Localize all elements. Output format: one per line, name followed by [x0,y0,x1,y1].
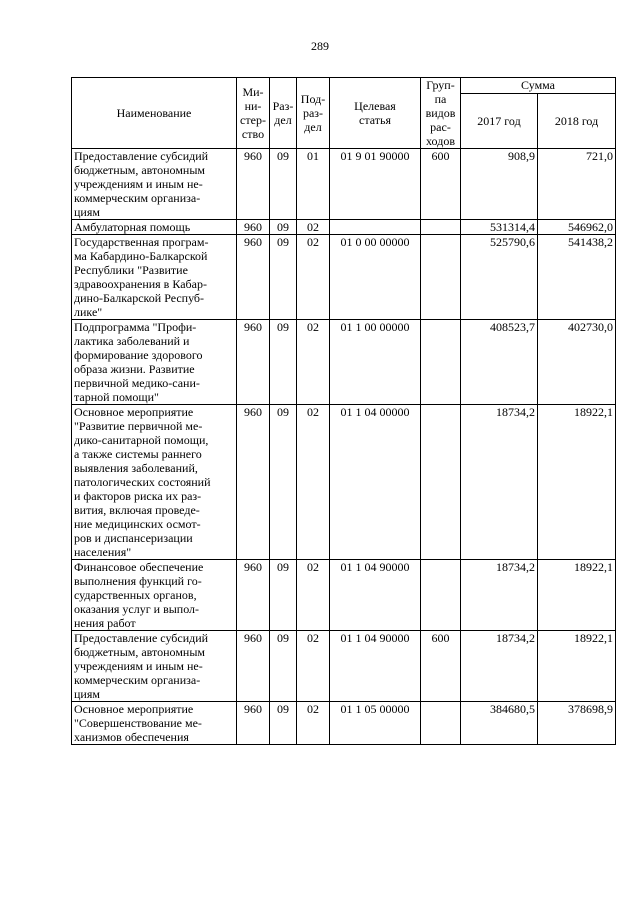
row-ministry: 960 [237,560,270,631]
row-group [421,702,461,745]
row-sum-2018: 721,0 [538,149,616,220]
row-group [421,220,461,235]
table-body [72,149,616,745]
header-ministry: Ми- ни- стер- ство [237,78,270,149]
table-header [72,78,616,149]
row-name: Финансовое обеспечение выполнения функций го- сударственных органов, оказания услуг и выпол- нения работ [72,560,237,631]
row-name: Предоставление субсидий бюджетным, автономным учреждениям и иным не- коммерческим организа- циям [72,149,237,220]
row-name: Основное мероприятие "Совершенствование ме- ханизмов обеспечения [72,702,237,745]
row-name: Амбулаторная помощь [72,220,237,235]
row-sum-2017: 18734,2 [461,560,538,631]
row-section: 09 [270,702,297,745]
row-article: 01 1 05 00000 [330,702,421,745]
table-row [72,405,616,560]
row-name: Государственная програм- ма Кабардино-Балкарской Республики "Развитие здравоохранения в Кабар- дино-Балкарской Респуб- лике" [72,235,237,320]
header-sum: Сумма [461,78,616,94]
row-sum-2017: 18734,2 [461,405,538,560]
row-group [421,560,461,631]
header-section: Раз- дел [270,78,297,149]
row-article: 01 1 04 90000 [330,560,421,631]
row-section: 09 [270,235,297,320]
row-section: 09 [270,405,297,560]
row-article [330,220,421,235]
row-article: 01 1 04 00000 [330,405,421,560]
row-sum-2018: 541438,2 [538,235,616,320]
row-subsection: 02 [297,560,330,631]
row-subsection: 02 [297,405,330,560]
row-sum-2017: 531314,4 [461,220,538,235]
table-row [72,220,616,235]
row-ministry: 960 [237,149,270,220]
table-row [72,631,616,702]
row-section: 09 [270,149,297,220]
row-ministry: 960 [237,405,270,560]
header-expense-group: Груп- па видов рас- ходов [421,78,461,149]
row-ministry: 960 [237,702,270,745]
row-sum-2017: 525790,6 [461,235,538,320]
table-row [72,702,616,745]
row-name: Основное мероприятие "Развитие первичной ме- дико-санитарной помощи, а также системы раннего выявления заболеваний, патологических состояний и факторов риска их раз- вития, включая проведе- ние медицинских осмот- ров и диспансеризации населения" [72,405,237,560]
table-row [72,235,616,320]
row-sum-2017: 384680,5 [461,702,538,745]
row-group: 600 [421,631,461,702]
header-target-article: Целевая статья [330,78,421,149]
header-name: Наименование [72,78,237,149]
row-group [421,235,461,320]
row-section: 09 [270,560,297,631]
row-sum-2018: 402730,0 [538,320,616,405]
row-group [421,320,461,405]
row-subsection: 02 [297,702,330,745]
row-sum-2018: 18922,1 [538,560,616,631]
row-sum-2018: 378698,9 [538,702,616,745]
row-sum-2017: 408523,7 [461,320,538,405]
row-section: 09 [270,220,297,235]
row-article: 01 9 01 90000 [330,149,421,220]
row-group [421,405,461,560]
row-sum-2018: 18922,1 [538,405,616,560]
row-article: 01 0 00 00000 [330,235,421,320]
row-subsection: 02 [297,631,330,702]
row-group: 600 [421,149,461,220]
row-subsection: 01 [297,149,330,220]
header-year-2017: 2017 год [461,93,538,148]
row-sum-2017: 908,9 [461,149,538,220]
row-name: Предоставление субсидий бюджетным, автономным учреждениям и иным не- коммерческим организа- циям [72,631,237,702]
row-ministry: 960 [237,220,270,235]
row-article: 01 1 04 90000 [330,631,421,702]
page-number: 289 [311,39,329,53]
row-section: 09 [270,631,297,702]
row-subsection: 02 [297,320,330,405]
header-subsection: Под- раз- дел [297,78,330,149]
table-row [72,149,616,220]
row-section: 09 [270,320,297,405]
row-name: Подпрограмма "Профи- лактика заболеваний и формирование здорового образа жизни. Развитие первичной медико-сани- тарной помощи" [72,320,237,405]
row-ministry: 960 [237,235,270,320]
row-sum-2017: 18734,2 [461,631,538,702]
budget-table [71,77,616,745]
row-sum-2018: 18922,1 [538,631,616,702]
row-subsection: 02 [297,220,330,235]
row-article: 01 1 00 00000 [330,320,421,405]
row-ministry: 960 [237,320,270,405]
row-subsection: 02 [297,235,330,320]
row-sum-2018: 546962,0 [538,220,616,235]
table-row [72,320,616,405]
row-ministry: 960 [237,631,270,702]
table-row [72,560,616,631]
header-year-2018: 2018 год [538,93,616,148]
